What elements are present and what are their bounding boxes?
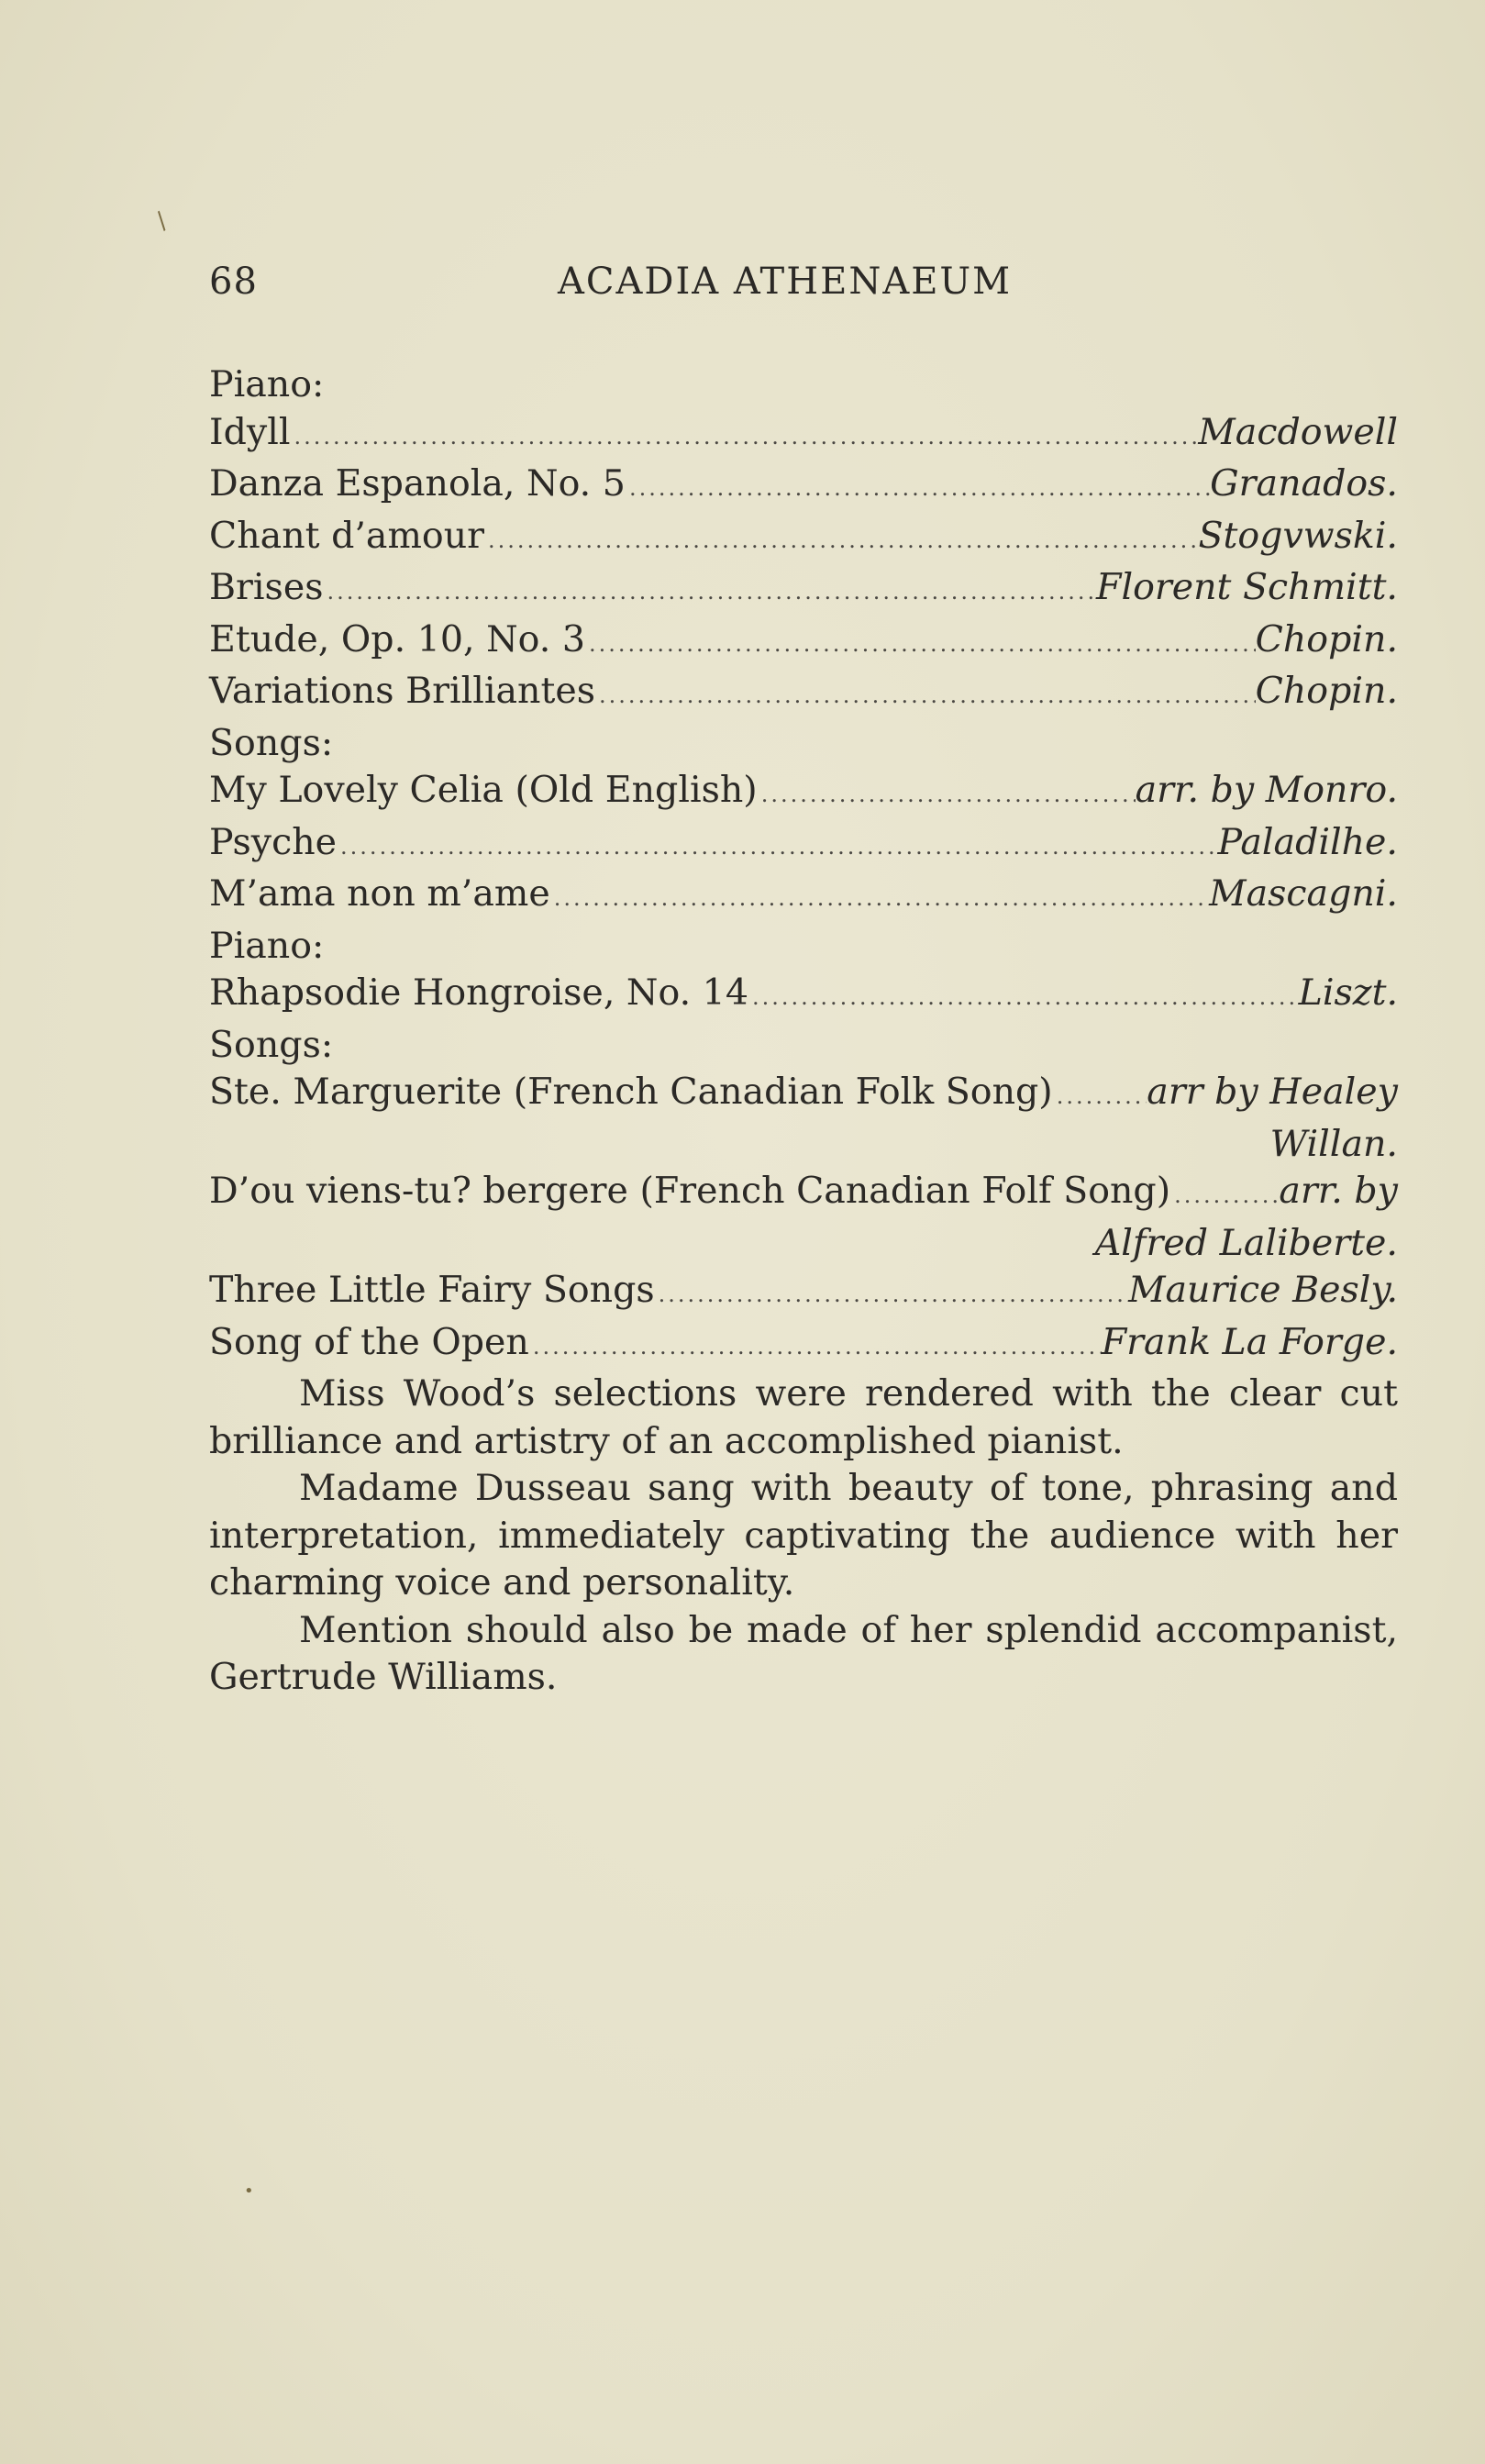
dot-leader: [484, 517, 1198, 565]
dot-leader: [585, 621, 1256, 669]
composer-name: Macdowell: [1198, 410, 1398, 453]
piece-title: Chant d’amour: [209, 514, 485, 557]
program-entry: [209, 1069, 1398, 1121]
program-entry: [209, 564, 1398, 616]
program-entry: [209, 819, 1398, 871]
review-paragraph: Mention should also be made of her splendid accompanist, Gertrude Williams.: [209, 1608, 1398, 1698]
dot-leader: [655, 1271, 1128, 1319]
section-heading: Songs:: [209, 721, 334, 764]
composer-name: Liszt.: [1298, 971, 1398, 1014]
piece-title: Rhapsodie Hongroise, No. 14: [209, 971, 748, 1014]
composer-name: Granados.: [1210, 462, 1398, 505]
dot-leader: [323, 569, 1096, 616]
composer-continuation: Willan.: [1269, 1122, 1398, 1165]
dot-leader: [290, 414, 1198, 461]
program-entry: [209, 616, 1398, 669]
section-heading: Piano:: [209, 924, 325, 967]
page-content: [209, 261, 1398, 1702]
program-entry: [209, 461, 1398, 513]
piece-title: Psyche: [209, 820, 338, 863]
program-entry: [209, 767, 1398, 819]
program-entry: [209, 668, 1398, 720]
page-number: 68: [209, 261, 258, 303]
piece-title: D’ou viens-tu? bergere (French Canadian Folf Song): [209, 1170, 1171, 1212]
piece-title: Three Little Fairy Songs: [209, 1269, 655, 1311]
piece-title: Etude, Op. 10, No. 3: [209, 617, 585, 660]
dot-leader: [595, 672, 1256, 720]
composer-name: Maurice Besly.: [1128, 1269, 1398, 1311]
program-entry: [209, 409, 1398, 461]
dot-leader: [337, 824, 1217, 871]
program-entry: [209, 513, 1398, 565]
dot-leader: [529, 1324, 1102, 1371]
composer-name: Chopin.: [1255, 617, 1398, 660]
piece-title: Danza Espanola, No. 5: [209, 462, 626, 505]
composer-name: Frank La Forge.: [1101, 1320, 1398, 1363]
pencil-mark: /: [150, 207, 173, 235]
piece-title: My Lovely Celia (Old English): [209, 769, 758, 811]
program-entry: [209, 970, 1398, 1022]
program-entry: [209, 1319, 1398, 1371]
section-heading: Piano:: [209, 363, 325, 405]
dot-leader: [626, 465, 1210, 513]
review-paragraph: Miss Wood’s selections were rendered with the clear cut brilliance and artistry of an accomplished pianist.: [209, 1372, 1398, 1462]
program-entry: [209, 1168, 1398, 1220]
composer-name: Mascagni.: [1209, 872, 1398, 915]
specks: •: [244, 2181, 254, 2201]
program-entry: [209, 871, 1398, 923]
composer-name: Chopin.: [1255, 670, 1398, 712]
composer-name: Paladilhe.: [1217, 820, 1398, 863]
dot-leader: [758, 771, 1136, 819]
page-header: [209, 261, 1398, 323]
piece-title: Ste. Marguerite (French Canadian Folk Song): [209, 1071, 1053, 1113]
piece-title: M’ama non m’ame: [209, 872, 550, 915]
composer-continuation: Alfred Laliberte.: [1094, 1221, 1398, 1264]
composer-name: Stogvwski.: [1198, 514, 1398, 557]
dot-leader: [550, 875, 1209, 923]
running-title: ACADIA ATHENAEUM: [558, 261, 1013, 303]
dot-leader: [1053, 1073, 1147, 1121]
composer-name: arr. by: [1279, 1170, 1398, 1212]
review-paragraph: Madame Dusseau sang with beauty of tone, phrasing and interpretation, immediately captivating the audience with her charming voice and personality.: [209, 1467, 1398, 1604]
piece-title: Song of the Open: [209, 1320, 529, 1363]
piece-title: Brises: [209, 566, 324, 608]
piece-title: Variations Brilliantes: [209, 670, 596, 712]
program-body: [209, 361, 1398, 1702]
piece-title: Idyll: [209, 410, 291, 453]
composer-name: arr by Healey: [1147, 1071, 1398, 1113]
section-heading: Songs:: [209, 1023, 334, 1066]
program-entry: [209, 1267, 1398, 1319]
dot-leader: [748, 974, 1299, 1022]
composer-name: arr. by Monro.: [1135, 769, 1398, 811]
composer-name: Florent Schmitt.: [1096, 566, 1398, 608]
dot-leader: [1170, 1172, 1279, 1220]
